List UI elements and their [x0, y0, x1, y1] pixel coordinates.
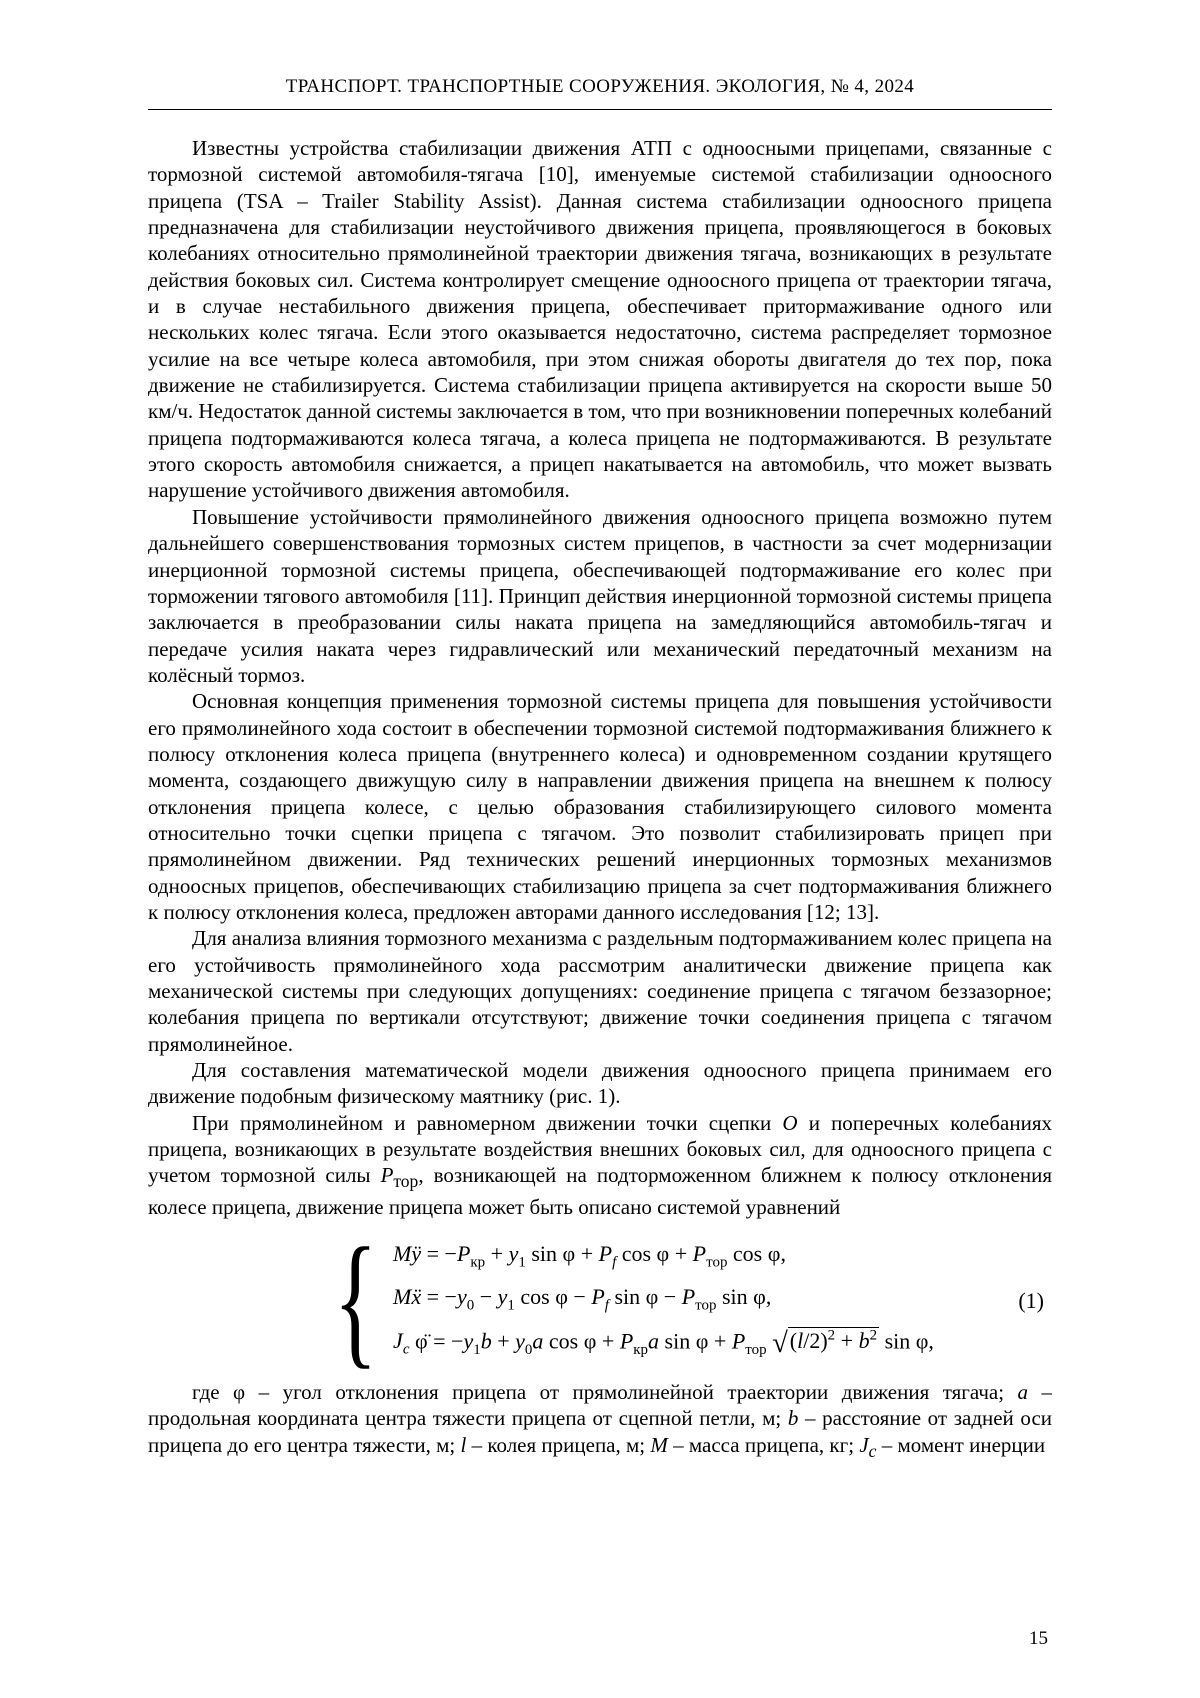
equation-system [320, 1217, 934, 1382]
header-rule [148, 109, 1052, 110]
system-brace: { [333, 1217, 378, 1382]
paragraph-equation-intro: При прямолинейном и равномерном движении точки сцепки O и поперечных колебаниях прицепа, возникающих в результате воздействия внешних боковых сил, для одноосного прицепа с учетом тормозной силы $P_{тор}$, возникающей на подторможенном ближнем к полюсу отклонения колесе прицепа, движение прицепа может быть описано системой уравнений [148, 1110, 1052, 1219]
paragraph-tsa-system: Известны устройства стабилизации движения АТП с одноосными прицепами, связанные с тормозной системой автомобиля-тягача [10], именуемые системой стабилизации одноосного прицепа (TSA – Trailer Stability Assist). Данная система стабилизации одноосного прицепа предназначена для стабилизации неустойчивого движения прицепа, проявляющегося в боковых колебаниях относительно прямолинейной траектории движения тягача, возникающих в результате действия боковых сил. Система контролирует смещение одноосного прицепа от траектории тягача, и в случае нестабильного движения прицепа, обеспечивает притормаживание одного или нескольких колес тягача. Если этого оказывается недостаточно, система распределяет тормозное усилие на все четыре колеса автомобиля, при этом снижая обороты двигателя до тех пор, пока движение не стабилизируется. Система стабилизации прицепа активируется на скорости выше 50 км/ч. Недостаток данной системы заключается в том, что при возникновении поперечных колебаний прицепа подтормаживаются колеса тягача, а колеса прицепа не подтормаживаются. В результате этого скорость автомобиля снижается, а прицеп накатывается на автомобиль, что может вызвать нарушение устойчивого движения автомобиля. [148, 136, 1052, 503]
equation-number: (1) [1018, 1287, 1044, 1313]
paragraph-pendulum-model: Для составления математической модели движения одноосного прицепа принимаем его движение подобным физическому маятнику (рис. 1). [148, 1058, 1052, 1109]
paragraph-analysis-assumptions: Для анализа влияния тормозного механизма с раздельным подтормаживанием колес прицепа на его устойчивость прямолинейного хода рассмотрим аналитически движение прицепа как механической системы при следующих допущениях: соединение прицепа с тягачом беззазорное; колебания прицепа по вертикали отсутствуют; движение точки соединения прицепа с тягачом прямолинейное. [148, 926, 1052, 1056]
equation-line-1: Mÿ = $-P_{кр} + y_1$ $\sin \varphi + P_f$ $\cos \varphi + P_{тор}$ cos φ, [393, 1240, 786, 1270]
article-body [148, 135, 1052, 1463]
paragraph-inertial-brake: Повышение устойчивости прямолинейного движения одноосного прицепа возможно путем дальнейшего совершенствования тормозных систем прицепов, в частности за счет модернизации инерционной тормозной системы прицепа, обеспечивающей подтормаживание его колес при торможении тягового автомобиля [11]. Принцип действия инерционной тормозной системы прицепа заключается в преобразовании силы наката прицепа на замедляющийся автомобиль-тягач и передаче усилия наката через гидравлический или механический передаточный механизм на колёсный тормоз. [148, 504, 1052, 687]
equation-line-3: $J_c$ φ̈ = $-y_1b + y_0a$ $\cos \varphi + P_{кр}a$ $\sin \varphi + P_{тор}$ $√(l/2)^2 + b^2$ sin φ, [393, 1327, 934, 1359]
paragraph-main-concept: Основная концепция применения тормозной системы прицепа для повышения устойчивости его прямолинейного хода состоит в обеспечении тормозной системой подтормаживания ближнего к полюсу отклонения колеса прицепа (внутреннего колеса) и одновременном создании крутящего момента, создающего движущую силу в направлении движения прицепа на внешнем к полюсу отклонения прицепа колесе, с целью образования стабилизирующего силового момента относительно точки сцепки прицепа с тягачом. Это позволит стабилизировать прицеп при прямолинейном движении. Ряд технических решений инерционных тормозных механизмов одноосных прицепов, обеспечивающих стабилизацию прицепа за счет подтормаживания ближнего к полюсу отклонения колеса, предложен авторами данного исследования [12; 13]. [148, 689, 1052, 924]
journal-running-head: ТРАНСПОРТ. ТРАНСПОРТНЫЕ СООРУЖЕНИЯ. ЭКОЛОГИЯ, № 4, 2024 [285, 76, 915, 97]
equation-line-2: Mẍ = $-y_0 - y_1$ $\cos \varphi - P_f$ $\sin \varphi - P_{тор}$ sin φ, [393, 1283, 772, 1313]
equation-block [148, 1217, 1052, 1382]
paragraph-variable-definitions: где φ – угол отклонения прицепа от прямолинейной траектории движения тягача; a – продольная координата центра тяжести прицепа от сцепной петли, м; b – расстояние от задней оси прицепа до его центра тяжести, м; l – колея прицепа, м; M – масса прицепа, кг; $J_c$ – момент инерции [148, 1380, 1053, 1461]
equation-lines [393, 1240, 934, 1362]
page-number: 15 [1029, 1628, 1048, 1649]
